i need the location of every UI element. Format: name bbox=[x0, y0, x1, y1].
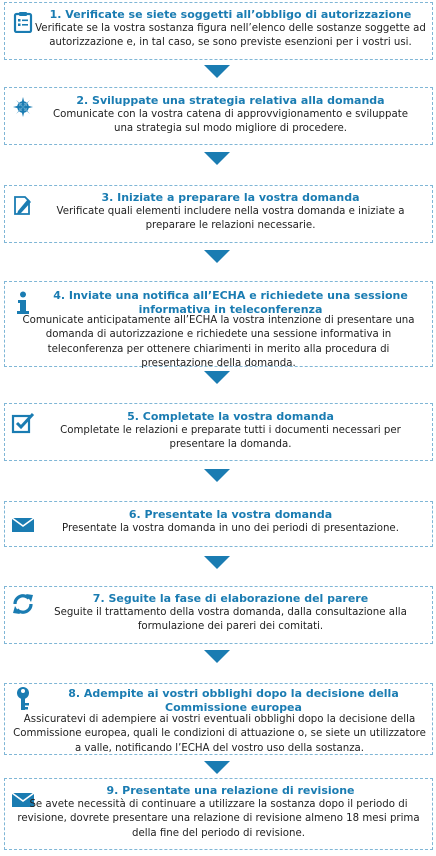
refresh-icon bbox=[10, 591, 36, 617]
step-5 bbox=[4, 403, 433, 461]
info-icon bbox=[10, 290, 36, 316]
step-description: Verificate quali elementi includere nella vostra domanda e iniziate a preparare le relazioni necessarie. bbox=[56, 206, 405, 232]
step-2 bbox=[4, 87, 433, 145]
clipboard-icon bbox=[10, 9, 36, 35]
step-3 bbox=[4, 185, 433, 243]
arrow-down-icon bbox=[204, 152, 230, 165]
checkbox-icon bbox=[10, 410, 36, 436]
step-description: Assicuratevi di adempiere ai vostri eventuali obblighi dopo la decisione della Commissione europea, quali le condizioni di attuazione o, se siete un utilizzatore a valle, notificando l’ECHA del vostro uso della sostanza. bbox=[13, 714, 426, 754]
step-title: 8. Adempite ai vostri obblighi dopo la decisione della Commissione europea bbox=[68, 687, 399, 714]
step-description: Completate le relazioni e preparate tutti i documenti necessari per presentare la domanda. bbox=[60, 425, 401, 451]
compass-icon bbox=[10, 94, 36, 120]
step-title: 3. Iniziate a preparare la vostra domanda bbox=[101, 191, 360, 204]
arrow-down-icon bbox=[204, 761, 230, 774]
step-title: 6. Presentate la vostra domanda bbox=[128, 508, 333, 521]
envelope-icon bbox=[10, 512, 36, 538]
arrow-down-icon bbox=[204, 371, 230, 384]
step-description: Verificate se la vostra sostanza figura nell’elenco delle sostanze soggette ad autorizzazione e, in tal caso, se sono previste esenzioni per i vostri usi. bbox=[35, 23, 426, 49]
step-title: 1. Verificate se siete soggetti all’obbligo di autorizzazione bbox=[49, 8, 412, 21]
step-1 bbox=[4, 2, 433, 60]
step-6 bbox=[4, 501, 433, 547]
step-4 bbox=[4, 281, 433, 367]
arrow-down-icon bbox=[204, 469, 230, 482]
step-description: Seguite il trattamento della vostra domanda, dalla consultazione alla formulazione dei pareri dei comitati. bbox=[54, 607, 407, 633]
arrow-down-icon bbox=[204, 556, 230, 569]
step-8 bbox=[4, 683, 433, 755]
document-pen-icon bbox=[10, 192, 36, 218]
step-description: Presentate la vostra domanda in uno dei periodi di presentazione. bbox=[62, 523, 399, 534]
step-title: 9. Presentate una relazione di revisione bbox=[106, 784, 355, 797]
step-title: 4. Inviate una notifica all’ECHA e richiedete una sessione informativa in teleconferenza bbox=[53, 289, 408, 316]
step-description: Se avete necessità di continuare a utilizzare la sostanza dopo il periodo di revisione, dovrete presentare una relazione di revisione almeno 18 mesi prima della fine del periodo di revisione. bbox=[17, 799, 420, 839]
step-description: Comunicate con la vostra catena di approvvigionamento e sviluppate una strategia sul modo migliore di procedere. bbox=[52, 109, 408, 135]
step-title: 7. Seguite la fase di elaborazione del parere bbox=[92, 592, 369, 605]
step-title: 2. Sviluppate una strategia relativa alla domanda bbox=[76, 94, 385, 107]
step-description: Comunicate anticipatamente all’ECHA la vostra intenzione di presentare una domanda di autorizzazione e richiedete una sessione informativa in teleconferenza per ottenere chiarimenti in merito alla procedura di presentazione della domanda. bbox=[22, 315, 415, 369]
arrow-down-icon bbox=[204, 65, 230, 78]
step-9 bbox=[4, 778, 433, 850]
arrow-down-icon bbox=[204, 650, 230, 663]
key-icon bbox=[10, 686, 36, 712]
arrow-down-icon bbox=[204, 250, 230, 263]
step-title: 5. Completate la vostra domanda bbox=[127, 410, 334, 423]
step-7 bbox=[4, 586, 433, 644]
